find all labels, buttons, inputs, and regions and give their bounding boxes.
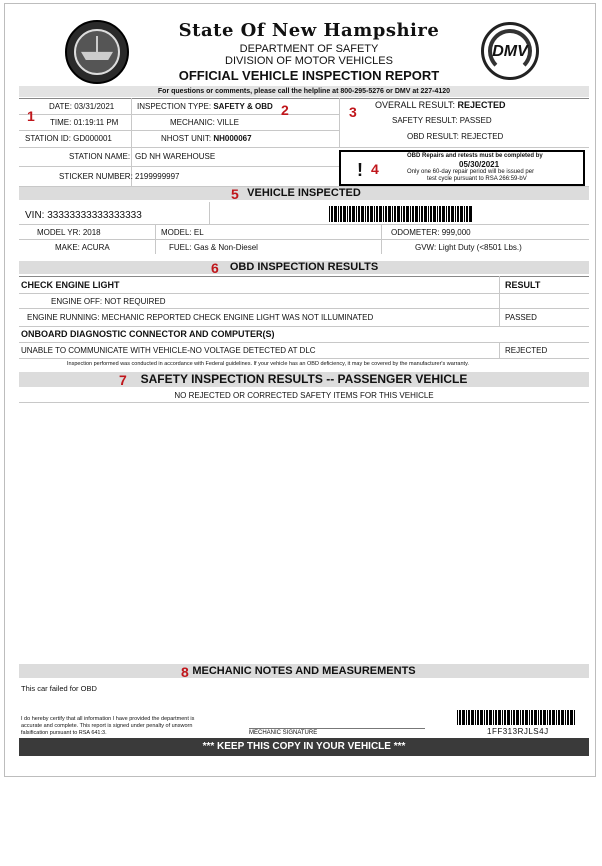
gvw-field: GVW: Light Duty (<8501 Lbs.)	[415, 243, 522, 252]
model-year-field: MODEL YR: 2018	[37, 228, 101, 237]
marker-4: 4	[371, 161, 379, 177]
notice-date: 05/30/2021	[459, 160, 500, 169]
report-barcode-text: 1FF313RJLS4J	[487, 727, 549, 736]
mechanic-note: This car failed for OBD	[21, 684, 97, 693]
report-state-title: State Of New Hampshire	[178, 20, 440, 41]
dmv-logo-icon	[481, 22, 539, 80]
station-name-value: GD NH WAREHOUSE	[135, 152, 216, 161]
certify-line2: accurate and complete. This report is signed under penalty of unsworn	[21, 723, 193, 729]
marker-1: 1	[27, 108, 35, 124]
helpline-bar: For questions or comments, please call the helpline at 800-295-5276 or DMV at 227-4120	[19, 86, 589, 97]
connector-header: ONBOARD DIAGNOSTIC CONNECTOR AND COMPUTER(S)	[21, 329, 275, 339]
certify-line3: falsification pursuant to RSA 641:3.	[21, 730, 107, 736]
fuel-field: FUEL: Gas & Non-Diesel	[169, 243, 258, 252]
marker-5: 5	[231, 186, 239, 202]
safety-section-title: SAFETY INSPECTION RESULTS -- PASSENGER VEHICLE	[140, 372, 468, 386]
marker-6: 6	[211, 260, 219, 276]
date-field: DATE: 03/31/2021	[49, 102, 115, 111]
obd-section-title: OBD INSPECTION RESULTS	[229, 261, 379, 273]
obd-result-field: OBD RESULT: REJECTED	[407, 132, 504, 141]
division-title: DIVISION OF MOTOR VEHICLES	[225, 55, 393, 67]
result-column-header: RESULT	[505, 280, 541, 290]
mechanic-signature-label: MECHANIC SIGNATURE	[249, 730, 318, 736]
safety-note: NO REJECTED OR CORRECTED SAFETY ITEMS FOR THIS VEHICLE	[174, 391, 434, 400]
report-title: OFFICIAL VEHICLE INSPECTION REPORT	[178, 68, 440, 83]
station-id-field: STATION ID: GD000001	[25, 134, 112, 143]
make-field: MAKE: ACURA	[55, 243, 110, 252]
sticker-number-label: STICKER NUMBER:	[59, 172, 133, 181]
report-barcode	[457, 710, 579, 725]
alert-icon: !	[357, 160, 363, 180]
odometer-field: ODOMETER: 999,000	[391, 228, 471, 237]
marker-2: 2	[281, 102, 289, 118]
certify-line1: I do hereby certify that all information I have provided the department is	[21, 716, 195, 722]
vehicle-section-title: VEHICLE INSPECTED	[247, 187, 361, 199]
notice-line1: OBD Repairs and retests must be completed by	[407, 153, 543, 159]
dmv-logo-text: DMV	[492, 43, 528, 60]
vin-field: VIN: 33333333333333333	[25, 210, 142, 221]
safety-result-field: SAFETY RESULT: PASSED	[392, 116, 492, 125]
inspection-report	[19, 16, 589, 770]
inspection-type-field: INSPECTION TYPE: SAFETY & OBD	[137, 102, 273, 111]
marker-7: 7	[119, 372, 127, 388]
nhost-unit-field: NHOST UNIT: NH000067	[161, 134, 252, 143]
station-name-label: STATION NAME:	[69, 152, 131, 161]
sticker-number-value: 2199999997	[135, 172, 180, 181]
mechanic-field: MECHANIC: VILLE	[170, 118, 239, 127]
connector-row: UNABLE TO COMMUNICATE WITH VEHICLE-NO VOLTAGE DETECTED AT DLC	[21, 346, 316, 355]
engine-off-row: ENGINE OFF: NOT REQUIRED	[51, 297, 166, 306]
obd-disclaimer: Inspection performed was conducted in accordance with Federal guidelines. If your vehicle has an OBD deficiency, it may be covered by the manufacturer's warranty.	[67, 361, 469, 367]
engine-running-row: ENGINE RUNNING: MECHANIC REPORTED CHECK ENGINE LIGHT WAS NOT ILLUMINATED	[27, 313, 374, 322]
nh-state-seal-icon	[65, 20, 129, 84]
keep-copy-footer: *** KEEP THIS COPY IN YOUR VEHICLE ***	[19, 738, 589, 756]
notice-line2: Only one 60-day repair period will be issued per	[407, 169, 535, 175]
page-frame	[4, 3, 596, 777]
mechanic-section-title: MECHANIC NOTES AND MEASUREMENTS	[192, 665, 416, 677]
overall-result-field: OVERALL RESULT: REJECTED	[375, 100, 506, 110]
marker-3: 3	[349, 104, 357, 120]
connector-result: REJECTED	[505, 346, 548, 355]
repair-deadline-notice	[339, 150, 585, 186]
department-title: DEPARTMENT OF SAFETY	[239, 43, 379, 55]
marker-8: 8	[181, 664, 189, 680]
vin-barcode	[329, 206, 477, 222]
time-field: TIME: 01:19:11 PM	[50, 118, 119, 127]
model-field: MODEL: EL	[161, 228, 204, 237]
engine-running-result: PASSED	[505, 313, 537, 322]
check-engine-light-header: CHECK ENGINE LIGHT	[21, 280, 120, 290]
notice-line3: test cycle pursuant to RSA 266:59-bV	[427, 176, 527, 182]
